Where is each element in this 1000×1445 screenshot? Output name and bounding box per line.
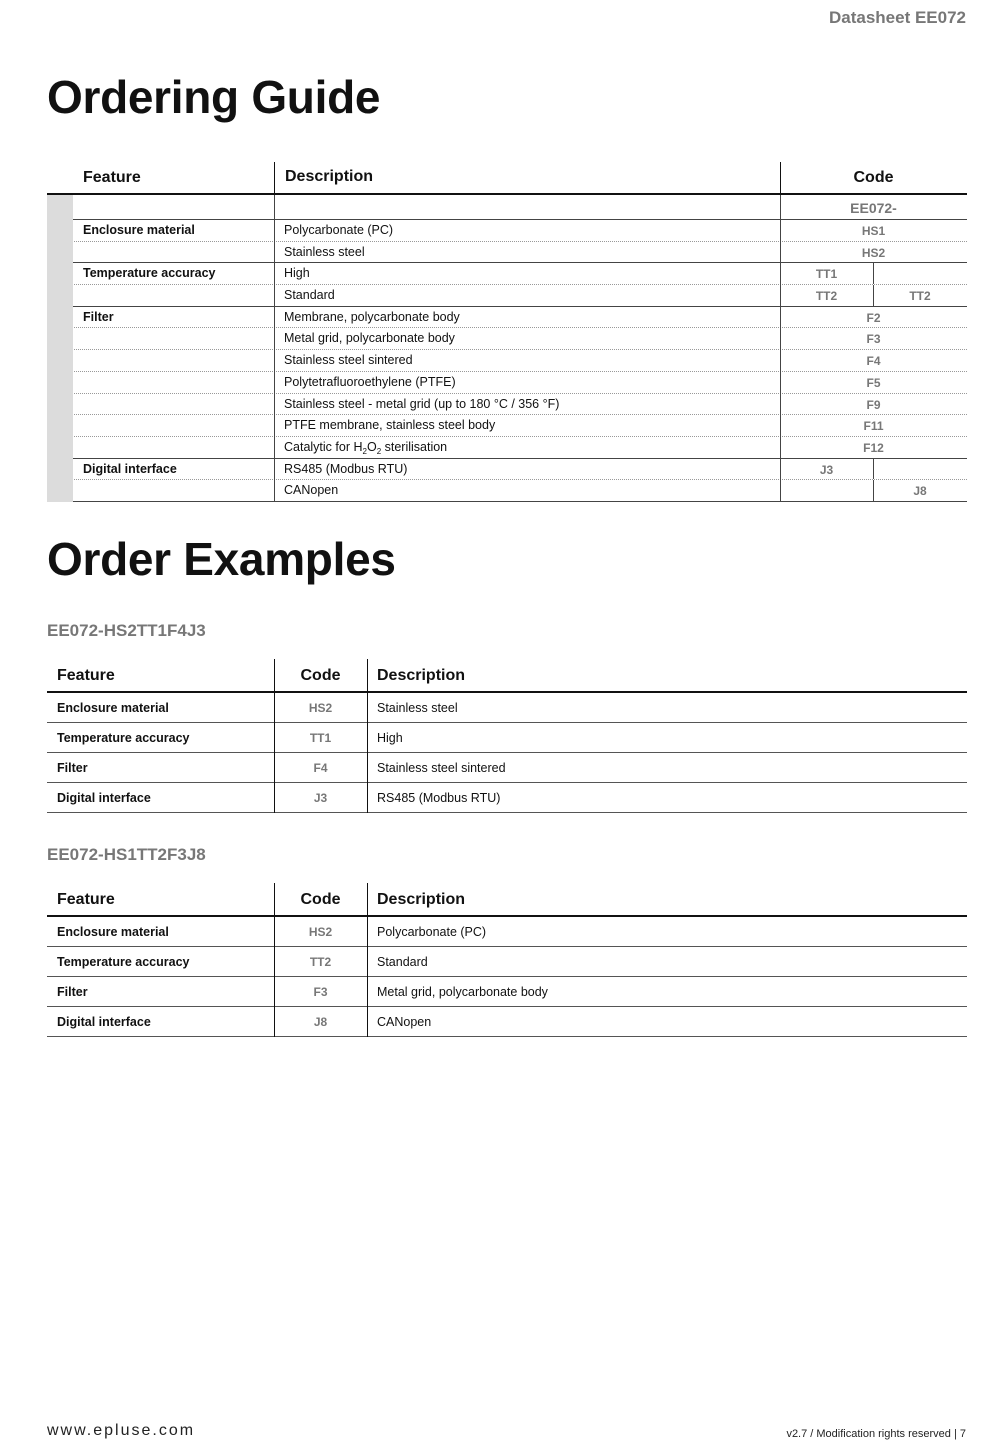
prefix-row (47, 195, 967, 220)
feature-label: Temperature accuracy (57, 731, 190, 745)
description: High (284, 266, 310, 281)
code-left: J3 (819, 462, 834, 477)
ordering-guide-table (47, 162, 967, 502)
ordering-row (47, 372, 967, 394)
description: Catalytic for $H_2O_2$ sterilisation (284, 439, 448, 457)
description: Metal grid, polycarbonate body (377, 985, 548, 999)
description: RS485 (Modbus RTU) (284, 461, 408, 476)
ordering-guide-body (47, 195, 967, 502)
example-table (47, 659, 967, 813)
code: HS2 (308, 925, 333, 939)
feature-label: Filter (57, 985, 88, 999)
example-row (47, 947, 967, 977)
order-examples-heading: Order Examples (47, 533, 396, 585)
ordering-row (47, 415, 967, 437)
ordering-guide-heading: Ordering Guide (47, 71, 381, 123)
example-row (47, 783, 967, 813)
ordering-row (47, 459, 967, 481)
description: Metal grid, polycarbonate body (284, 331, 455, 346)
example-row (47, 693, 967, 723)
feature-label: Enclosure material (57, 701, 169, 715)
example-row (47, 723, 967, 753)
ordering-row (47, 394, 967, 416)
col-description: Description (285, 168, 374, 185)
description: Polycarbonate (PC) (284, 223, 394, 237)
description: PTFE membrane, stainless steel body (284, 418, 496, 433)
example-row (47, 1007, 967, 1037)
code: HS1 (861, 224, 886, 238)
col-code: Code (300, 667, 341, 684)
code: F2 (866, 310, 881, 325)
code: HS2 (308, 701, 333, 715)
example-table (47, 883, 967, 1037)
code: TT1 (309, 731, 332, 745)
feature-label: Digital interface (57, 791, 151, 805)
example-table-header (47, 883, 967, 917)
col-code: Code (853, 169, 894, 186)
ordering-row (47, 307, 967, 329)
code: J8 (313, 1015, 328, 1029)
col-feature: Feature (57, 891, 115, 908)
code: F9 (866, 397, 881, 412)
ordering-guide-header (47, 162, 967, 195)
feature-label: Digital interface (83, 461, 177, 476)
footer-url[interactable]: www.epluse.com (47, 1422, 196, 1439)
example-row (47, 917, 967, 947)
feature-label: Filter (57, 761, 88, 775)
description: Standard (284, 288, 335, 303)
code-right: TT2 (909, 289, 931, 304)
ordering-row (47, 437, 967, 459)
code-right: J8 (913, 484, 927, 499)
code: HS2 (861, 245, 886, 260)
col-feature: Feature (83, 169, 141, 186)
feature-label: Enclosure material (83, 223, 195, 237)
col-code: Code (300, 891, 341, 908)
col-description: Description (377, 667, 466, 684)
ordering-row (47, 263, 967, 285)
code: F5 (866, 375, 881, 390)
code-left: TT1 (815, 267, 838, 282)
description: RS485 (Modbus RTU) (377, 791, 501, 805)
code: F4 (866, 354, 881, 369)
document-title: Datasheet EE072 (828, 8, 966, 27)
code: F4 (313, 761, 328, 775)
col-description: Description (377, 891, 466, 908)
feature-label: Temperature accuracy (83, 266, 216, 281)
code: F12 (863, 440, 884, 455)
code-left: TT2 (815, 289, 838, 304)
description: Stainless steel (284, 244, 365, 259)
description: Stainless steel sintered (377, 761, 506, 775)
description: Stainless steel sintered (284, 353, 413, 368)
code: J3 (313, 791, 328, 805)
feature-label: Filter (83, 309, 114, 324)
description: CANopen (377, 1015, 432, 1029)
description: Stainless steel - metal grid (up to 180 °C / 356 °F) (284, 396, 560, 411)
code: TT2 (309, 955, 332, 969)
description: Stainless steel (377, 701, 458, 715)
description: Membrane, polycarbonate body (284, 309, 460, 324)
footer-version: v2.7 / Modification rights reserved | 7 (786, 1428, 966, 1440)
example-code-string: EE072-HS1TT2F3J8 (47, 845, 206, 864)
description: High (377, 731, 403, 745)
example-row (47, 977, 967, 1007)
feature-label: Temperature accuracy (57, 955, 190, 969)
col-feature: Feature (57, 667, 115, 684)
feature-label: Digital interface (57, 1015, 151, 1029)
side-bar (47, 195, 73, 502)
code: F3 (866, 332, 881, 347)
column-divider (780, 195, 781, 502)
description: CANopen (284, 483, 339, 498)
feature-label: Enclosure material (57, 925, 169, 939)
code: F3 (313, 985, 328, 999)
ordering-row (47, 285, 967, 307)
ordering-row (47, 220, 967, 242)
ordering-row (47, 242, 967, 264)
example-code-string: EE072-HS2TT1F4J3 (47, 621, 206, 640)
description: Polycarbonate (PC) (377, 925, 487, 939)
example-row (47, 753, 967, 783)
ordering-row (47, 328, 967, 350)
code-prefix: EE072- (850, 200, 897, 216)
ordering-row (47, 350, 967, 372)
code: F11 (863, 419, 884, 434)
description: Standard (377, 955, 428, 969)
ordering-row (47, 480, 967, 502)
description: Polytetrafluoroethylene (PTFE) (284, 374, 456, 389)
example-table-header (47, 659, 967, 693)
column-divider (274, 195, 275, 502)
